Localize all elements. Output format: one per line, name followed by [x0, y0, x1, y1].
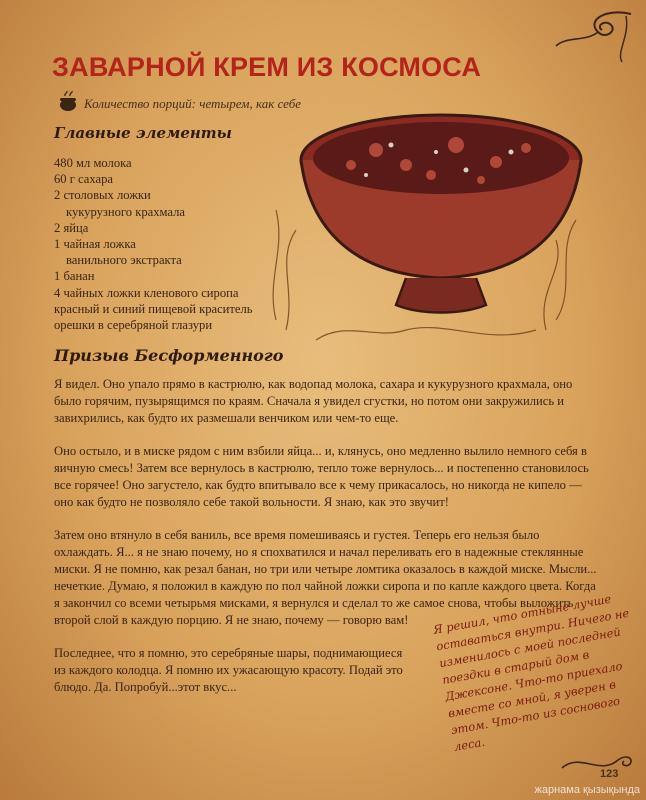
story-paragraph: Последнее, что я помню, это серебряные шары, поднимающиеся из каждого колодца. Я помню их ужасающую красоту. Подай это блюдо. Да. Попробуй...этот вкус...: [54, 646, 403, 694]
ingredient-item: красный и синий пищевой краситель: [54, 301, 253, 316]
ingredient-item: ванильного экстракта: [66, 253, 182, 268]
ingredient-item: 60 г сахара: [54, 172, 113, 187]
page-number: 123: [600, 768, 619, 780]
ingredient-item: орешки в серебряной глазури: [54, 318, 213, 333]
corner-flourish-icon: [546, 6, 636, 66]
ingredient-item: 2 яйца: [54, 220, 89, 235]
story-heading: Призыв Бесформенного: [54, 346, 284, 365]
story-paragraph: Я видел. Оно упало прямо в кастрюлю, как водопад молока, сахара и кукурузного крахмала, оно было горячим, пузырящимся по краям. Сначала я увидел сгустки, но потом они закружились и завихрились, как будто их размешали венчиком или чем-то еще.: [54, 377, 573, 425]
servings-note: Количество порций: четырем, как себе: [84, 96, 302, 111]
custard-bowl-illustration: [256, 90, 596, 360]
ingredient-item: 4 чайных ложки кленового сиропа: [54, 285, 239, 300]
handwritten-note: Я решил, что отныне лучше оставаться внутри. Ничего не изменилось с моей последней поездки в старый дом в Джексоне. Что-то приехало вместе со мной, я уверен в этом. Что-то из соснового леса.: [432, 591, 631, 754]
watermark-text: жарнама қызықында: [534, 784, 640, 796]
ingredient-item: 2 столовых ложки: [54, 188, 151, 203]
recipe-title: ЗАВАРНОЙ КРЕМ ИЗ КОСМОСА: [52, 52, 482, 82]
cauldron-icon: [56, 90, 80, 114]
ingredient-item: 480 мл молока: [54, 156, 132, 170]
ingredient-item: 1 банан: [54, 269, 95, 284]
ingredient-item: кукурузного крахмала: [66, 204, 185, 219]
story-paragraph: Оно остыло, и в миске рядом с ним взбили яйца... и, клянусь, оно медленно вылило немного себя в яичную смесь! Затем все вернулось в кастрюлю, тепло тоже вернулось... и постепенно становилось все горячее! Оно загустело, как будто впитывало все к чему прикасалось, но никогда не кипело — оно как будто не позволяло себе такой вольности. Я знаю, как это звучит!: [54, 444, 589, 509]
ingredient-item: 1 чайная ложка: [54, 237, 136, 252]
story-paragraph: Затем оно втянуло в себя ваниль, все время помешиваясь и густея. Теперь его нельзя было охлаждать. Я... я не знаю почему, но я спохватился и начал переливать его в надежные стеклянные миски. Я не помню, как резал банан, но три или четыре ломтика оказалось в каждой миске. Мысли... нечеткие. Думаю, я положил в каждую по пол чайной ложки сиропа и по капле каждого цвета. Когда я закончил со всеми четырьмя мисками, я вернулся и сделал то же самое снова, чтобы выложить второй слой в каждую порцию. Я не знаю, почему — говорю вам!: [54, 528, 597, 627]
ingredients-heading: Главные элементы: [54, 124, 232, 142]
